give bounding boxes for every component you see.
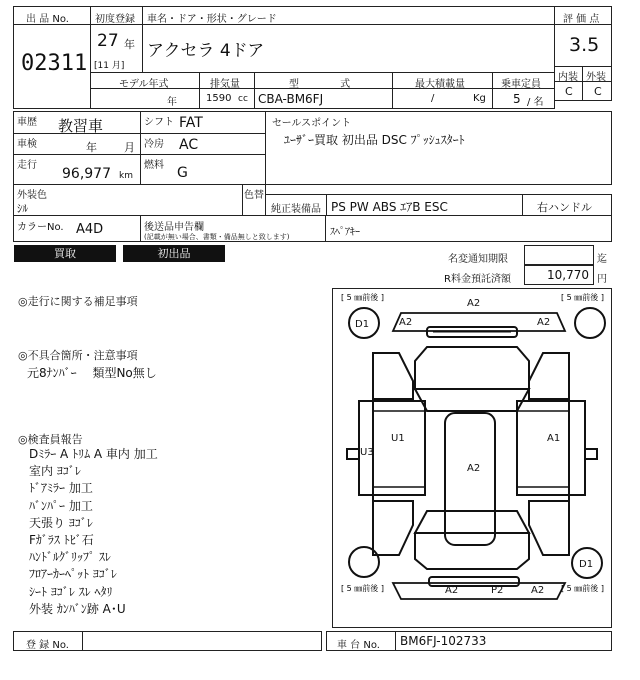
displacement-label-cell bbox=[199, 72, 255, 89]
reg-label-cell bbox=[13, 631, 83, 651]
equipment-label: 純正装備品 bbox=[271, 204, 321, 215]
inspection-label: 車検 bbox=[17, 139, 37, 150]
inspection-year-unit: 年 bbox=[86, 141, 97, 154]
inspector-notes bbox=[29, 446, 158, 618]
purchase-tag: 買取 bbox=[14, 245, 116, 262]
color-no-cell bbox=[13, 215, 141, 242]
interior-label: 内装 bbox=[558, 72, 578, 83]
equipment: PS PW ABS ｴｱB ESC bbox=[331, 200, 448, 214]
interior-label-cell bbox=[554, 66, 583, 82]
aftermarket-cell bbox=[140, 215, 326, 242]
capacity-label-cell bbox=[492, 72, 555, 89]
lot-label-cell bbox=[13, 6, 91, 25]
type-label: 型 式 bbox=[289, 79, 351, 90]
interior-grade-cell bbox=[554, 81, 583, 101]
shift-cell bbox=[140, 111, 266, 134]
spare-key-cell bbox=[325, 215, 612, 242]
tire-depth-rr: [ 5 ㎜前後 ] bbox=[561, 584, 604, 593]
inspector-note: ﾊﾞﾝﾊﾟｰ 加工 bbox=[29, 498, 93, 513]
inspector-note: ﾊﾝﾄﾞﾙｸﾞﾘｯﾌﾟ ｽﾚ bbox=[29, 550, 111, 565]
mark-rear-right: A2 bbox=[531, 585, 545, 596]
score-label-cell bbox=[554, 6, 612, 25]
first-reg-year: 27 bbox=[97, 31, 119, 51]
mileage: 96,977 bbox=[62, 166, 111, 182]
max-load-unit: Kg bbox=[473, 93, 486, 104]
type-label-cell bbox=[254, 72, 393, 89]
name-change-label: 名変通知期限 bbox=[448, 254, 508, 265]
reg-label: 登 録 No. bbox=[26, 640, 69, 651]
inspector-note: Fｶﾞﾗｽ ﾄﾋﾞ石 bbox=[29, 533, 94, 548]
color-no-label: カラーNo. bbox=[17, 222, 64, 233]
inspector-note: 天張り ﾖｺﾞﾚ bbox=[29, 515, 93, 530]
steering-cell bbox=[522, 194, 612, 216]
history-label: 車歴 bbox=[17, 117, 37, 128]
shift: FAT bbox=[179, 115, 203, 131]
mileage-cell bbox=[13, 154, 141, 185]
mark-rear-left: A2 bbox=[445, 585, 459, 596]
max-load-label: 最大積載量 bbox=[415, 79, 465, 90]
mark-u3: U3 bbox=[360, 447, 374, 458]
max-load-label-cell bbox=[392, 72, 493, 89]
inspector-note: 室内 ﾖｺﾞﾚ bbox=[29, 464, 81, 479]
name-label: 車名・ドア・形状・グレード bbox=[147, 14, 277, 25]
displacement: 1590 bbox=[206, 93, 232, 104]
aftermarket-note: (記載が無い場合、書類・備品無しと致します) bbox=[144, 233, 290, 241]
tire-depth-fl: [ 5 ㎜前後 ] bbox=[341, 293, 384, 302]
aircon-label: 冷房 bbox=[144, 139, 164, 150]
mark-front-left: A2 bbox=[399, 317, 413, 328]
first-reg-month: [11 月] bbox=[94, 61, 125, 71]
aircon: AC bbox=[179, 137, 199, 153]
lot-number: 02311 bbox=[21, 51, 88, 76]
color-no: A4D bbox=[76, 222, 104, 237]
defects-title: ◎不具合箇所・注意事項 bbox=[18, 349, 138, 362]
year-cell bbox=[90, 24, 143, 73]
spare-key: ｽﾍﾟｱｷｰ bbox=[330, 227, 360, 238]
car-name: アクセラ 4ドア bbox=[147, 41, 265, 61]
tire-depth-rl: [ 5 ㎜前後 ] bbox=[341, 584, 384, 593]
name-change-box bbox=[524, 245, 594, 265]
name-label-cell bbox=[142, 6, 555, 25]
car-name-cell bbox=[142, 24, 555, 73]
chassis-number: BM6FJ-102733 bbox=[400, 634, 487, 648]
inspection-cell bbox=[13, 133, 141, 155]
chassis-cell bbox=[395, 631, 612, 651]
model-year-label-cell bbox=[90, 72, 200, 89]
score-cell bbox=[554, 24, 612, 67]
mark-front-right: A2 bbox=[537, 317, 551, 328]
inspector-note: Dﾐﾗｰ A ﾄﾘﾑ A 車内 加工 bbox=[29, 447, 158, 461]
capacity-cell bbox=[492, 88, 555, 109]
capacity-unit: / 名 bbox=[527, 97, 544, 108]
equipment-label-cell bbox=[265, 194, 327, 216]
driving-notes-title: ◎走行に関する補足事項 bbox=[18, 295, 138, 308]
displacement-cell bbox=[199, 88, 255, 109]
mark-roof: A2 bbox=[467, 463, 481, 474]
sales-point-label: セールスポイント bbox=[272, 118, 352, 129]
max-load: / bbox=[431, 93, 435, 104]
inspection-month-unit: 月 bbox=[124, 141, 135, 154]
first-reg-label: 初度登録 bbox=[95, 14, 135, 25]
inspector-note: ﾄﾞｱﾐﾗｰ 加工 bbox=[29, 481, 93, 496]
chassis-label-cell bbox=[326, 631, 396, 651]
type-cell bbox=[254, 88, 393, 109]
color-label: 外装色 bbox=[17, 190, 47, 201]
aftermarket-label: 後送品申告欄 bbox=[144, 222, 204, 233]
capacity-label: 乗車定員 bbox=[501, 79, 541, 90]
shift-label: シフト bbox=[144, 117, 174, 128]
chassis-label: 車 台 No. bbox=[337, 640, 380, 651]
mark-rear-p2: P2 bbox=[491, 585, 504, 596]
sales-point: ﾕｰｻﾞｰ買取 初出品 DSC ﾌﾟｯｼｭｽﾀｰﾄ bbox=[284, 133, 465, 147]
color-change-cell bbox=[242, 184, 266, 216]
capacity: 5 bbox=[513, 92, 521, 106]
tire-depth-fr: [ 5 ㎜前後 ] bbox=[561, 293, 604, 302]
lot-number-cell bbox=[13, 24, 91, 109]
fuel-cell bbox=[140, 154, 266, 185]
history-cell bbox=[13, 111, 141, 134]
reg-value-cell bbox=[82, 631, 322, 651]
inspector-note: ｼｰﾄ ﾖｺﾞﾚ ｽﾚ ﾍﾀﾘ bbox=[29, 584, 113, 599]
fuel: G bbox=[177, 165, 188, 181]
fuel-label: 燃料 bbox=[144, 160, 164, 171]
first-reg-year-unit: 年 bbox=[124, 38, 135, 51]
mileage-label: 走行 bbox=[17, 160, 37, 171]
score: 3.5 bbox=[569, 34, 600, 56]
recycle-box bbox=[524, 265, 594, 285]
model-year-cell bbox=[90, 88, 200, 109]
displacement-unit: cc bbox=[238, 94, 248, 104]
steering: 右ハンドル bbox=[537, 201, 592, 214]
car-diagram-frame bbox=[332, 288, 612, 628]
inspector-note: 外装 ｶﾝﾊﾞﾝ跡 A･U bbox=[29, 601, 126, 616]
color-change-label: 色替 bbox=[244, 190, 264, 201]
first-listing-tag: 初出品 bbox=[123, 245, 225, 262]
interior-grade: C bbox=[565, 85, 573, 98]
score-label: 評 価 点 bbox=[563, 14, 600, 25]
mileage-unit: km bbox=[119, 171, 133, 181]
exterior-label: 外装 bbox=[586, 72, 606, 83]
recycle-value: 10,770 bbox=[547, 268, 589, 282]
mark-d1-front: D1 bbox=[355, 319, 370, 330]
model-year-unit: 年 bbox=[167, 97, 177, 108]
max-load-cell bbox=[392, 88, 493, 109]
recycle-unit: 円 bbox=[597, 274, 607, 285]
sales-point-cell bbox=[265, 111, 612, 185]
equipment-cell bbox=[326, 194, 523, 216]
name-change-unit: 迄 bbox=[597, 254, 607, 265]
defects: 元8ﾅﾝﾊﾞｰ 類型No無し bbox=[27, 366, 157, 380]
displacement-label: 排気量 bbox=[210, 79, 240, 90]
mark-u1: U1 bbox=[391, 433, 405, 444]
exterior-label-cell bbox=[582, 66, 612, 82]
color-cell bbox=[13, 184, 243, 216]
inspector-title: ◎検査員報告 bbox=[18, 433, 83, 446]
exterior-grade: C bbox=[594, 85, 602, 98]
car-diagram bbox=[333, 289, 610, 626]
lot-label: 出 品 No. bbox=[26, 14, 69, 25]
first-reg-label-cell bbox=[90, 6, 143, 25]
history: 教習車 bbox=[58, 117, 104, 135]
aircon-cell bbox=[140, 133, 266, 155]
mark-a1: A1 bbox=[547, 433, 561, 444]
inspector-note: ﾌﾛｱｰｶｰﾍﾟｯﾄ ﾖｺﾞﾚ bbox=[29, 567, 117, 582]
recycle-label: R料金預託済額 bbox=[444, 274, 511, 285]
model-type: CBA-BM6FJ bbox=[258, 92, 324, 106]
exterior-grade-cell bbox=[582, 81, 612, 101]
mark-d1-rear: D1 bbox=[579, 559, 594, 570]
model-year-label: モデル年式 bbox=[119, 79, 169, 90]
mark-front-bumper: A2 bbox=[467, 298, 481, 309]
exterior-color: ｼﾙ bbox=[17, 202, 28, 215]
